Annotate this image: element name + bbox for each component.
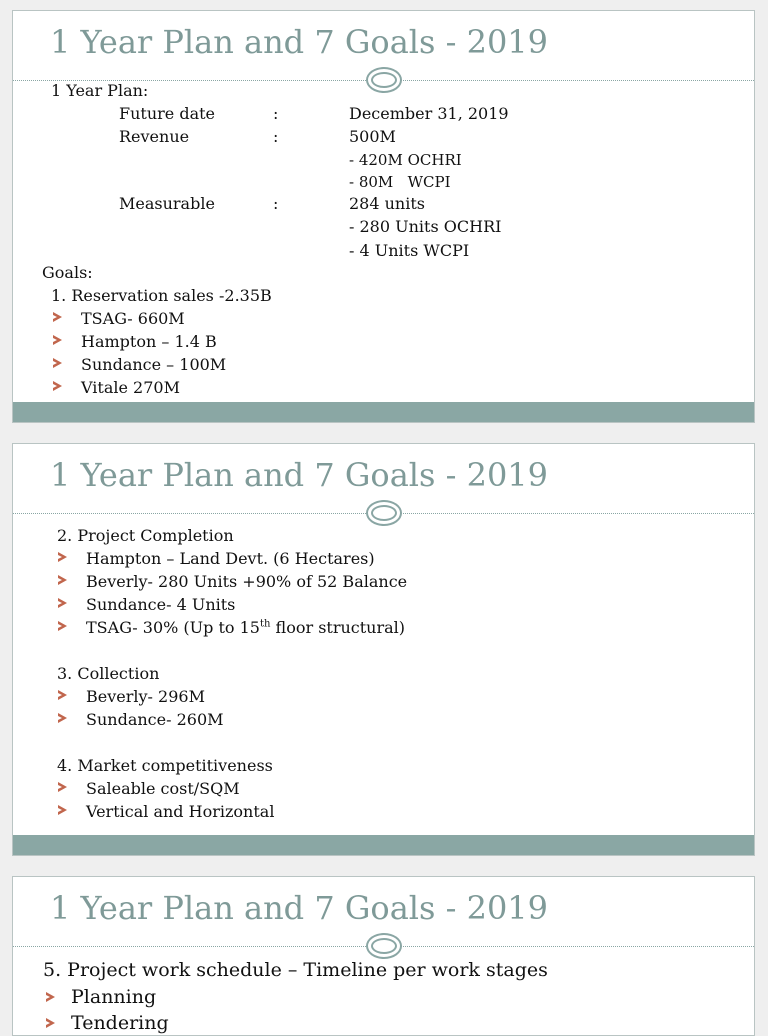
arrow-bullet-icon xyxy=(46,992,55,1002)
arrow-bullet-icon xyxy=(46,1018,55,1028)
goal3-heading: 3. Collection xyxy=(57,664,160,683)
slide-2 xyxy=(12,443,755,856)
arrow-bullet-icon xyxy=(58,782,67,792)
arrow-bullet-icon xyxy=(53,312,62,322)
goal5-item: Planning xyxy=(71,986,157,1008)
measurable-detail-wcpi: - 4 Units WCPI xyxy=(349,241,470,260)
goal4-item: Vertical and Horizontal xyxy=(86,802,275,821)
row-value-future-date: December 31, 2019 xyxy=(349,104,509,123)
arrow-bullet-icon xyxy=(58,805,67,815)
tsag-ordinal-sup: th xyxy=(259,618,271,630)
revenue-detail-wcpi: - 80M WCPI xyxy=(349,173,451,191)
goal3-item: Beverly- 296M xyxy=(86,687,205,706)
row-label-measurable: Measurable xyxy=(119,194,215,213)
slide-footer-bar xyxy=(13,402,754,422)
row-colon: : xyxy=(273,104,279,123)
goal5-item: Tendering xyxy=(71,1012,169,1034)
goal1-item: Hampton – 1.4 B xyxy=(81,332,217,351)
goal2-item: Beverly- 280 Units +90% of 52 Balance xyxy=(86,572,408,591)
ring-ornament-icon xyxy=(366,67,402,93)
goal1-heading: 1. Reservation sales -2.35B xyxy=(51,286,272,305)
slide-1 xyxy=(12,10,755,423)
revenue-detail-ochri: - 420M OCHRI xyxy=(349,151,462,169)
ring-ornament-icon xyxy=(366,933,402,959)
arrow-bullet-icon xyxy=(58,552,67,562)
arrow-bullet-icon xyxy=(58,598,67,608)
goal2-item-tsag xyxy=(86,618,405,637)
row-label-revenue: Revenue xyxy=(119,127,190,146)
arrow-bullet-icon xyxy=(53,335,62,345)
goal1-item: Sundance – 100M xyxy=(81,355,227,374)
goal2-heading: 2. Project Completion xyxy=(57,526,234,545)
arrow-bullet-icon xyxy=(58,690,67,700)
arrow-bullet-icon xyxy=(58,713,67,723)
slide-title: 1 Year Plan and 7 Goals - 2019 xyxy=(50,23,549,61)
goal1-item: Vitale 270M xyxy=(81,378,180,397)
arrow-bullet-icon xyxy=(58,621,67,631)
plan-label: 1 Year Plan: xyxy=(51,81,149,100)
row-value-revenue: 500M xyxy=(349,127,396,146)
goal4-item: Saleable cost/SQM xyxy=(86,779,240,798)
goals-label: Goals: xyxy=(42,263,93,282)
tsag-text-prefix: TSAG- 30% (Up to 15 xyxy=(86,618,260,637)
row-colon: : xyxy=(273,127,279,146)
arrow-bullet-icon xyxy=(53,381,62,391)
measurable-detail-ochri: - 280 Units OCHRI xyxy=(349,217,502,236)
row-label-future-date: Future date xyxy=(119,104,216,123)
slide-title: 1 Year Plan and 7 Goals - 2019 xyxy=(50,456,549,494)
ring-ornament-icon xyxy=(366,500,402,526)
slide-3 xyxy=(12,876,755,1036)
goal2-item: Hampton – Land Devt. (6 Hectares) xyxy=(86,549,375,568)
slide-title: 1 Year Plan and 7 Goals - 2019 xyxy=(50,889,549,927)
arrow-bullet-icon xyxy=(58,575,67,585)
goal1-item: TSAG- 660M xyxy=(81,309,185,328)
goal5-heading: 5. Project work schedule – Timeline per work stages xyxy=(43,959,548,981)
slide-footer-bar xyxy=(13,835,754,855)
row-colon: : xyxy=(273,194,279,213)
goal2-item: Sundance- 4 Units xyxy=(86,595,236,614)
row-value-measurable: 284 units xyxy=(349,194,425,213)
goal3-item: Sundance- 260M xyxy=(86,710,224,729)
goal4-heading: 4. Market competitiveness xyxy=(57,756,273,775)
arrow-bullet-icon xyxy=(53,358,62,368)
tsag-text-suffix: floor structural) xyxy=(270,618,406,637)
